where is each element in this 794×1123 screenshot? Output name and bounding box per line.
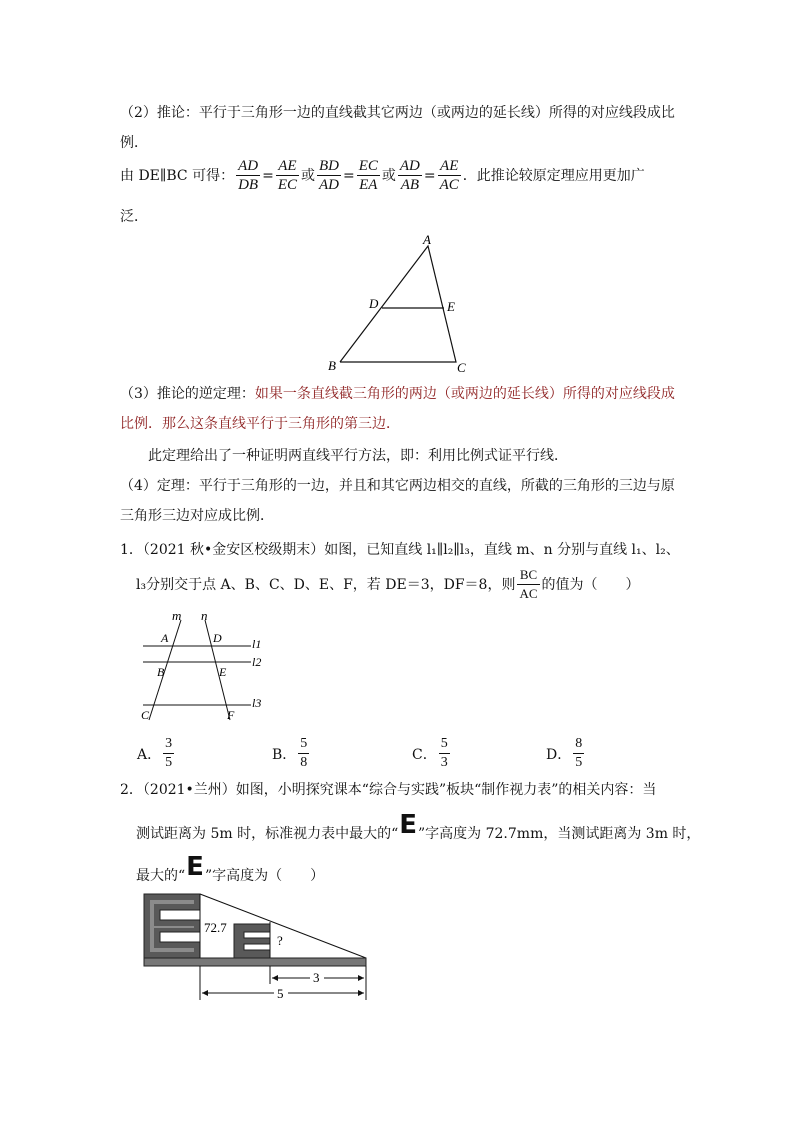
vertex-label-e: E [447, 299, 455, 314]
p2-line4: 泛． [120, 209, 148, 225]
fraction-ae-ec: $\frac{AE}{EC}$ [277, 158, 297, 193]
line-label-l1: l1 [252, 637, 262, 651]
or-word: 或 [381, 167, 396, 184]
option-d-label: D． [546, 746, 572, 763]
q1-line1: 1．（2021 秋•金安区校级期末）如图，已知直线 l₁∥l₂∥l₃，直线 m、n 分别与直线 l₁、l₂、 [120, 542, 680, 558]
q2-line2-part-b: ”字高度为 72.7mm，当测试距离为 3m 时， [418, 826, 701, 842]
q2-line3-part-b: ”字高度为（ ） [204, 868, 325, 884]
fraction-ec-ea: $\frac{EC}{EA}$ [358, 158, 378, 193]
eye-chart-figure [140, 890, 380, 1005]
p3-note: 此定理给出了一种证明两直线平行方法，即：利用比例式证平行线． [148, 448, 568, 464]
option-b-label: B． [272, 746, 297, 763]
q2-line2 [136, 810, 701, 844]
point-label-b: B [157, 665, 165, 679]
triangle-figure [320, 232, 480, 377]
equals-sign: = [342, 167, 355, 184]
option-c-fraction: $\frac{5}{3}$ [440, 736, 448, 770]
p2-line1: （2）推论：平行于三角形一边的直线截其它两边（或两边的延长线）所得的对应线段成比 [120, 105, 675, 121]
height-label-72-7: 72.7 [204, 920, 227, 935]
q2-line3-part-a: 最大的“ [136, 868, 186, 884]
vertex-label-a: A [423, 232, 431, 247]
option-a[interactable] [137, 735, 176, 772]
vertex-label-d: D [369, 296, 379, 311]
fraction-bd-ad: $\frac{BD}{AD}$ [318, 158, 339, 193]
option-b-fraction: $\frac{5}{8}$ [300, 736, 308, 770]
point-label-f: F [227, 708, 235, 722]
equals-sign: = [423, 167, 436, 184]
q1-line2-prefix: l₃分别交于点 A、B、C、D、E、F，若 DE＝3，DF＝8，则 [136, 576, 516, 593]
q2-line2-part-a: 测试距离为 5m 时，标准视力表中最大的“ [136, 826, 399, 842]
p3-line1 [120, 384, 675, 404]
line-label-n: n [201, 608, 208, 623]
big-e-symbol: E [186, 852, 204, 882]
unknown-height-label: ? [277, 933, 283, 948]
or-word: 或 [300, 167, 315, 184]
option-a-fraction: $\frac{3}{5}$ [165, 736, 173, 770]
point-label-d: D [213, 631, 222, 645]
proportion-line [120, 157, 645, 194]
point-label-e: E [219, 665, 227, 679]
p3-red-text: 如果一条直线截三角形的两边（或两边的延长线）所得的对应线段成 [254, 386, 675, 402]
line-label-l2: l2 [252, 655, 262, 669]
fraction-ae-ac: $\frac{AE}{AC}$ [439, 158, 459, 193]
vertex-label-c: C [457, 360, 466, 375]
option-d-fraction: $\frac{8}{5}$ [575, 736, 583, 770]
p4-line2: 三角形三边对应成比例． [120, 508, 274, 524]
vertex-label-b: B [328, 358, 336, 373]
q1-line2-suffix: 的值为（ ） [541, 576, 640, 593]
point-label-a: A [161, 631, 169, 645]
q2-line3 [136, 852, 325, 886]
parallel-lines-figure [135, 608, 275, 723]
equals-sign: = [262, 167, 274, 184]
point-label-c: C [141, 708, 150, 722]
p2-line2: 例． [120, 135, 148, 151]
p3-line2: 比例．那么这条直线平行于三角形的第三边． [120, 416, 400, 432]
option-a-label: A． [137, 746, 162, 763]
line-label-m: m [172, 608, 182, 623]
line-label-l3: l3 [252, 696, 262, 710]
p4-line1: （4）定理：平行于三角形的一边，并且和其它两边相交的直线，所截的三角形的三边与原 [120, 478, 675, 494]
q2-line1: 2．（2021•兰州）如图，小明探究课本“综合与实践”板块“制作视力表”的相关内容：当 [120, 782, 657, 798]
big-e-symbol: E [399, 810, 418, 840]
p3-prefix: （3）推论的逆定理： [120, 386, 255, 402]
q1-ratio-fraction: $\frac{BC}{AC}$ [519, 567, 538, 601]
distance-label-5: 5 [277, 986, 284, 1001]
q1-line2 [136, 566, 640, 603]
option-c[interactable] [412, 735, 452, 772]
given-prefix: 由 DE∥BC 可得： [120, 167, 235, 184]
option-d[interactable] [546, 735, 586, 772]
fraction-ad-db: $\frac{AD}{DB}$ [238, 158, 259, 193]
distance-label-3: 3 [313, 970, 320, 985]
fraction-ad-ab: $\frac{AD}{AB}$ [399, 158, 420, 193]
option-c-label: C． [412, 746, 437, 763]
option-b[interactable] [272, 735, 311, 772]
given-suffix: ．此推论较原定理应用更加广 [462, 167, 645, 184]
